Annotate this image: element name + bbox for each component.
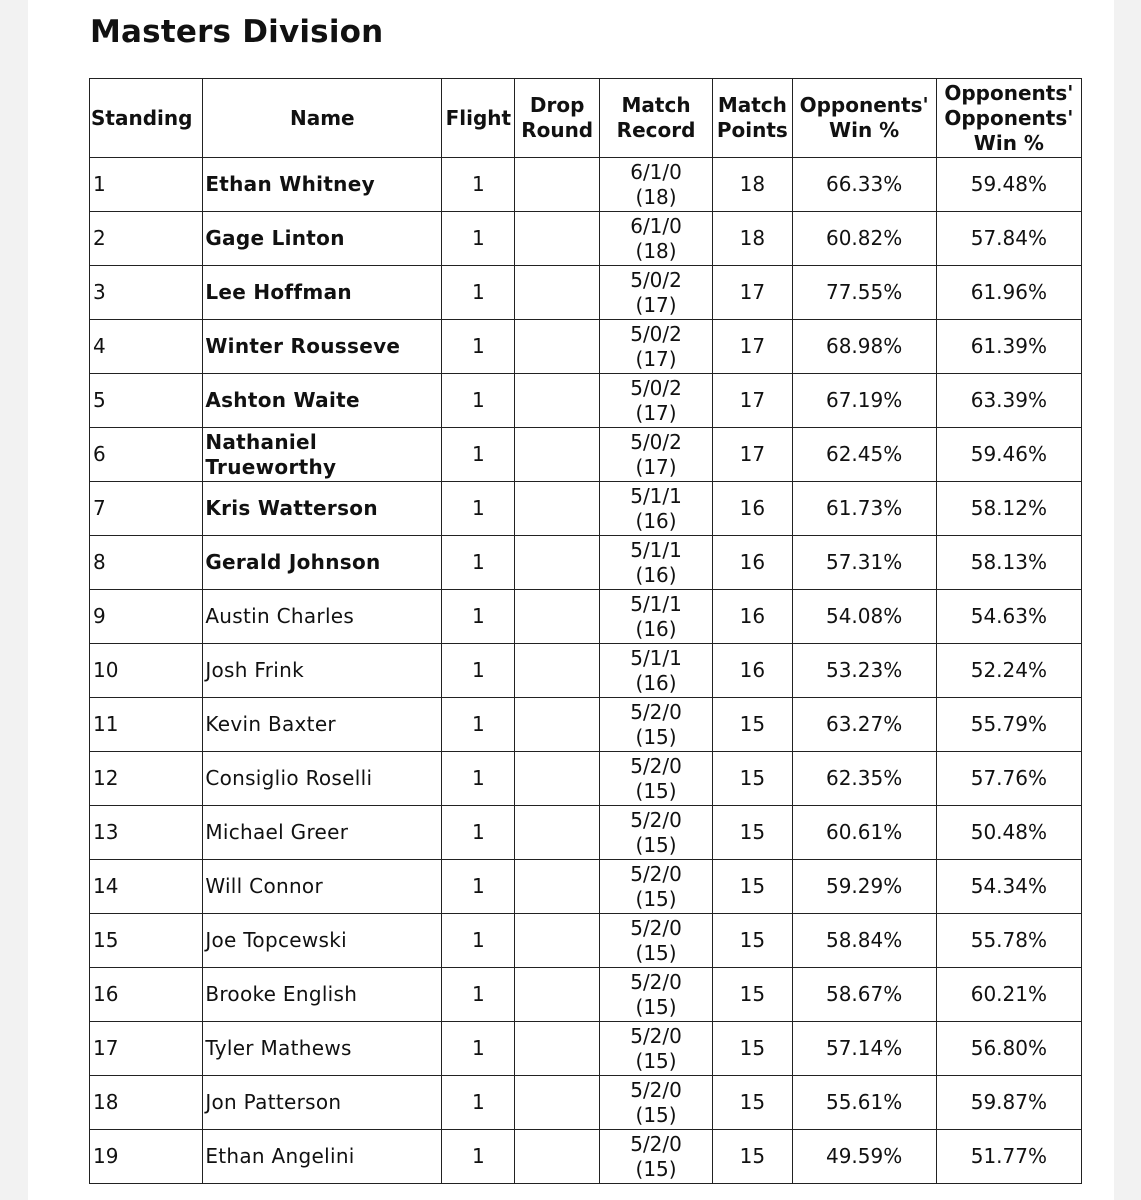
match-record-points: (15) bbox=[635, 886, 677, 911]
standing-cell: 3 bbox=[90, 266, 203, 320]
match-points-cell: 15 bbox=[713, 914, 792, 968]
match-record-cell bbox=[599, 158, 712, 212]
table-row bbox=[90, 806, 1082, 860]
match-record-points: (16) bbox=[635, 616, 677, 641]
match-record-cell bbox=[599, 1076, 712, 1130]
table-row bbox=[90, 1076, 1082, 1130]
match-record-cell bbox=[599, 806, 712, 860]
opponents-win-cell: 66.33% bbox=[792, 158, 936, 212]
standing-cell: 4 bbox=[90, 320, 203, 374]
standing-cell: 11 bbox=[90, 698, 203, 752]
player-name-cell: Consiglio Roselli bbox=[203, 752, 442, 806]
match-record-points: (15) bbox=[635, 1156, 677, 1181]
match-record-points: (15) bbox=[635, 1102, 677, 1127]
drop-round-cell bbox=[515, 1076, 599, 1130]
match-points-cell: 15 bbox=[713, 1022, 792, 1076]
table-row bbox=[90, 212, 1082, 266]
match-record-points: (16) bbox=[635, 508, 677, 533]
standing-cell: 5 bbox=[90, 374, 203, 428]
opponents-opponents-win-cell: 55.79% bbox=[936, 698, 1081, 752]
opponents-win-cell: 62.35% bbox=[792, 752, 936, 806]
drop-round-cell bbox=[515, 1130, 599, 1184]
drop-round-cell bbox=[515, 266, 599, 320]
table-row bbox=[90, 590, 1082, 644]
header-name: Name bbox=[203, 79, 442, 158]
match-record: 5/0/2 bbox=[630, 375, 682, 400]
match-points-cell: 18 bbox=[713, 158, 792, 212]
table-row bbox=[90, 482, 1082, 536]
standing-cell: 15 bbox=[90, 914, 203, 968]
player-name-cell: Joe Topcewski bbox=[203, 914, 442, 968]
flight-cell: 1 bbox=[442, 536, 515, 590]
opponents-opponents-win-cell: 56.80% bbox=[936, 1022, 1081, 1076]
flight-cell: 1 bbox=[442, 806, 515, 860]
match-points-cell: 16 bbox=[713, 644, 792, 698]
opponents-win-cell: 54.08% bbox=[792, 590, 936, 644]
match-record: 5/2/0 bbox=[630, 915, 682, 940]
standing-cell: 10 bbox=[90, 644, 203, 698]
player-name-cell: Ethan Whitney bbox=[203, 158, 442, 212]
drop-round-cell bbox=[515, 644, 599, 698]
table-row bbox=[90, 698, 1082, 752]
match-record: 5/0/2 bbox=[630, 321, 682, 346]
match-record-cell bbox=[599, 374, 712, 428]
flight-cell: 1 bbox=[442, 1076, 515, 1130]
match-record-points: (18) bbox=[635, 184, 677, 209]
match-record-cell bbox=[599, 698, 712, 752]
player-name-cell: Lee Hoffman bbox=[203, 266, 442, 320]
opponents-win-cell: 55.61% bbox=[792, 1076, 936, 1130]
flight-cell: 1 bbox=[442, 860, 515, 914]
match-record: 5/2/0 bbox=[630, 699, 682, 724]
table-row bbox=[90, 752, 1082, 806]
opponents-win-cell: 67.19% bbox=[792, 374, 936, 428]
flight-cell: 1 bbox=[442, 590, 515, 644]
player-name-cell: Gerald Johnson bbox=[203, 536, 442, 590]
match-points-cell: 16 bbox=[713, 536, 792, 590]
table-row bbox=[90, 374, 1082, 428]
match-points-cell: 15 bbox=[713, 860, 792, 914]
flight-cell: 1 bbox=[442, 914, 515, 968]
drop-round-cell bbox=[515, 428, 599, 482]
match-record: 6/1/0 bbox=[630, 159, 682, 184]
match-record: 5/1/1 bbox=[630, 645, 682, 670]
player-name-cell: Winter Rousseve bbox=[203, 320, 442, 374]
flight-cell: 1 bbox=[442, 374, 515, 428]
standing-cell: 7 bbox=[90, 482, 203, 536]
standing-cell: 13 bbox=[90, 806, 203, 860]
match-record: 5/2/0 bbox=[630, 753, 682, 778]
match-points-cell: 16 bbox=[713, 482, 792, 536]
match-record-cell bbox=[599, 752, 712, 806]
match-record: 5/2/0 bbox=[630, 807, 682, 832]
table-row bbox=[90, 266, 1082, 320]
table-row bbox=[90, 320, 1082, 374]
player-name-cell: Ashton Waite bbox=[203, 374, 442, 428]
match-record-cell bbox=[599, 644, 712, 698]
opponents-opponents-win-cell: 50.48% bbox=[936, 806, 1081, 860]
match-record-cell bbox=[599, 266, 712, 320]
match-points-cell: 17 bbox=[713, 374, 792, 428]
player-name-cell: Josh Frink bbox=[203, 644, 442, 698]
standing-cell: 9 bbox=[90, 590, 203, 644]
flight-cell: 1 bbox=[442, 698, 515, 752]
drop-round-cell bbox=[515, 212, 599, 266]
match-record-cell bbox=[599, 590, 712, 644]
drop-round-cell bbox=[515, 482, 599, 536]
standing-cell: 19 bbox=[90, 1130, 203, 1184]
match-record: 5/2/0 bbox=[630, 969, 682, 994]
flight-cell: 1 bbox=[442, 320, 515, 374]
standing-cell: 16 bbox=[90, 968, 203, 1022]
flight-cell: 1 bbox=[442, 482, 515, 536]
match-record-points: (17) bbox=[635, 400, 677, 425]
drop-round-cell bbox=[515, 374, 599, 428]
match-points-cell: 15 bbox=[713, 1130, 792, 1184]
opponents-win-cell: 59.29% bbox=[792, 860, 936, 914]
opponents-opponents-win-cell: 52.24% bbox=[936, 644, 1081, 698]
opponents-opponents-win-cell: 59.48% bbox=[936, 158, 1081, 212]
match-points-cell: 17 bbox=[713, 320, 792, 374]
opponents-opponents-win-cell: 58.13% bbox=[936, 536, 1081, 590]
match-record: 5/2/0 bbox=[630, 861, 682, 886]
opponents-win-cell: 62.45% bbox=[792, 428, 936, 482]
drop-round-cell bbox=[515, 914, 599, 968]
drop-round-cell bbox=[515, 590, 599, 644]
drop-round-cell bbox=[515, 536, 599, 590]
opponents-win-cell: 57.31% bbox=[792, 536, 936, 590]
opponents-win-cell: 57.14% bbox=[792, 1022, 936, 1076]
match-record-cell bbox=[599, 428, 712, 482]
match-points-cell: 17 bbox=[713, 266, 792, 320]
player-name-cell: Jon Patterson bbox=[203, 1076, 442, 1130]
opponents-win-cell: 61.73% bbox=[792, 482, 936, 536]
player-name-cell: Will Connor bbox=[203, 860, 442, 914]
match-record-points: (17) bbox=[635, 454, 677, 479]
match-record-points: (15) bbox=[635, 1048, 677, 1073]
header-standing: Standing bbox=[90, 79, 203, 158]
match-record-points: (15) bbox=[635, 832, 677, 857]
opponents-opponents-win-cell: 54.63% bbox=[936, 590, 1081, 644]
opponents-win-cell: 58.67% bbox=[792, 968, 936, 1022]
match-points-cell: 15 bbox=[713, 698, 792, 752]
match-record: 5/1/1 bbox=[630, 537, 682, 562]
match-record-cell bbox=[599, 482, 712, 536]
document-page bbox=[28, 0, 1114, 1200]
table-row bbox=[90, 1130, 1082, 1184]
match-record-cell bbox=[599, 1022, 712, 1076]
match-record-points: (17) bbox=[635, 346, 677, 371]
flight-cell: 1 bbox=[442, 158, 515, 212]
table-row bbox=[90, 1022, 1082, 1076]
match-record-points: (15) bbox=[635, 778, 677, 803]
drop-round-cell bbox=[515, 158, 599, 212]
match-points-cell: 15 bbox=[713, 1076, 792, 1130]
match-points-cell: 16 bbox=[713, 590, 792, 644]
opponents-win-cell: 63.27% bbox=[792, 698, 936, 752]
standing-cell: 8 bbox=[90, 536, 203, 590]
opponents-opponents-win-cell: 61.96% bbox=[936, 266, 1081, 320]
player-name-cell: Tyler Mathews bbox=[203, 1022, 442, 1076]
table-row bbox=[90, 968, 1082, 1022]
opponents-opponents-win-cell: 58.12% bbox=[936, 482, 1081, 536]
match-record-points: (18) bbox=[635, 238, 677, 263]
match-record-cell bbox=[599, 536, 712, 590]
standing-cell: 2 bbox=[90, 212, 203, 266]
player-name-cell: Kris Watterson bbox=[203, 482, 442, 536]
match-points-cell: 17 bbox=[713, 428, 792, 482]
match-record: 6/1/0 bbox=[630, 213, 682, 238]
header-drop-round: Drop Round bbox=[515, 79, 599, 158]
standing-cell: 6 bbox=[90, 428, 203, 482]
flight-cell: 1 bbox=[442, 212, 515, 266]
table-row bbox=[90, 428, 1082, 482]
match-record-points: (15) bbox=[635, 940, 677, 965]
standing-cell: 12 bbox=[90, 752, 203, 806]
player-name-cell: Gage Linton bbox=[203, 212, 442, 266]
player-name-cell: Kevin Baxter bbox=[203, 698, 442, 752]
match-record-cell bbox=[599, 860, 712, 914]
standing-cell: 17 bbox=[90, 1022, 203, 1076]
match-record-cell bbox=[599, 1130, 712, 1184]
opponents-opponents-win-cell: 59.87% bbox=[936, 1076, 1081, 1130]
header-flight: Flight bbox=[442, 79, 515, 158]
table-row bbox=[90, 914, 1082, 968]
opponents-opponents-win-cell: 51.77% bbox=[936, 1130, 1081, 1184]
match-record-points: (15) bbox=[635, 994, 677, 1019]
match-points-cell: 15 bbox=[713, 752, 792, 806]
opponents-win-cell: 68.98% bbox=[792, 320, 936, 374]
header-match-record: Match Record bbox=[599, 79, 712, 158]
table-row bbox=[90, 644, 1082, 698]
match-points-cell: 18 bbox=[713, 212, 792, 266]
opponents-win-cell: 58.84% bbox=[792, 914, 936, 968]
flight-cell: 1 bbox=[442, 428, 515, 482]
drop-round-cell bbox=[515, 320, 599, 374]
header-match-points: Match Points bbox=[713, 79, 792, 158]
match-record-points: (15) bbox=[635, 724, 677, 749]
match-points-cell: 15 bbox=[713, 806, 792, 860]
match-record: 5/2/0 bbox=[630, 1131, 682, 1156]
page-title: Masters Division bbox=[90, 14, 384, 50]
match-record-cell bbox=[599, 914, 712, 968]
match-record: 5/0/2 bbox=[630, 267, 682, 292]
match-record-cell bbox=[599, 968, 712, 1022]
drop-round-cell bbox=[515, 860, 599, 914]
table-row bbox=[90, 536, 1082, 590]
header-opponents-win: Opponents' Win % bbox=[792, 79, 936, 158]
drop-round-cell bbox=[515, 752, 599, 806]
drop-round-cell bbox=[515, 1022, 599, 1076]
table-row bbox=[90, 158, 1082, 212]
player-name-cell: Ethan Angelini bbox=[203, 1130, 442, 1184]
opponents-win-cell: 60.82% bbox=[792, 212, 936, 266]
match-record-points: (17) bbox=[635, 292, 677, 317]
match-record: 5/2/0 bbox=[630, 1077, 682, 1102]
player-name-cell: Michael Greer bbox=[203, 806, 442, 860]
opponents-win-cell: 49.59% bbox=[792, 1130, 936, 1184]
opponents-opponents-win-cell: 61.39% bbox=[936, 320, 1081, 374]
standings-table bbox=[89, 78, 1082, 1184]
match-record: 5/1/1 bbox=[630, 591, 682, 616]
opponents-win-cell: 60.61% bbox=[792, 806, 936, 860]
match-record-cell bbox=[599, 320, 712, 374]
player-name-cell: Austin Charles bbox=[203, 590, 442, 644]
opponents-opponents-win-cell: 60.21% bbox=[936, 968, 1081, 1022]
flight-cell: 1 bbox=[442, 1022, 515, 1076]
flight-cell: 1 bbox=[442, 752, 515, 806]
match-record-points: (16) bbox=[635, 562, 677, 587]
match-points-cell: 15 bbox=[713, 968, 792, 1022]
drop-round-cell bbox=[515, 698, 599, 752]
drop-round-cell bbox=[515, 806, 599, 860]
opponents-opponents-win-cell: 57.76% bbox=[936, 752, 1081, 806]
header-row bbox=[90, 79, 1082, 158]
match-record-points: (16) bbox=[635, 670, 677, 695]
match-record-cell bbox=[599, 212, 712, 266]
match-record: 5/2/0 bbox=[630, 1023, 682, 1048]
opponents-opponents-win-cell: 55.78% bbox=[936, 914, 1081, 968]
player-name-cell: Nathaniel Trueworthy bbox=[203, 428, 442, 482]
standing-cell: 18 bbox=[90, 1076, 203, 1130]
standing-cell: 14 bbox=[90, 860, 203, 914]
flight-cell: 1 bbox=[442, 644, 515, 698]
header-opponents-opponents-win: Opponents' Opponents' Win % bbox=[936, 79, 1081, 158]
drop-round-cell bbox=[515, 968, 599, 1022]
flight-cell: 1 bbox=[442, 1130, 515, 1184]
opponents-opponents-win-cell: 54.34% bbox=[936, 860, 1081, 914]
standings-body bbox=[90, 158, 1082, 1184]
flight-cell: 1 bbox=[442, 968, 515, 1022]
standing-cell: 1 bbox=[90, 158, 203, 212]
match-record: 5/1/1 bbox=[630, 483, 682, 508]
opponents-opponents-win-cell: 59.46% bbox=[936, 428, 1081, 482]
table-row bbox=[90, 860, 1082, 914]
player-name-cell: Brooke English bbox=[203, 968, 442, 1022]
opponents-win-cell: 53.23% bbox=[792, 644, 936, 698]
opponents-opponents-win-cell: 63.39% bbox=[936, 374, 1081, 428]
opponents-win-cell: 77.55% bbox=[792, 266, 936, 320]
opponents-opponents-win-cell: 57.84% bbox=[936, 212, 1081, 266]
match-record: 5/0/2 bbox=[630, 429, 682, 454]
flight-cell: 1 bbox=[442, 266, 515, 320]
